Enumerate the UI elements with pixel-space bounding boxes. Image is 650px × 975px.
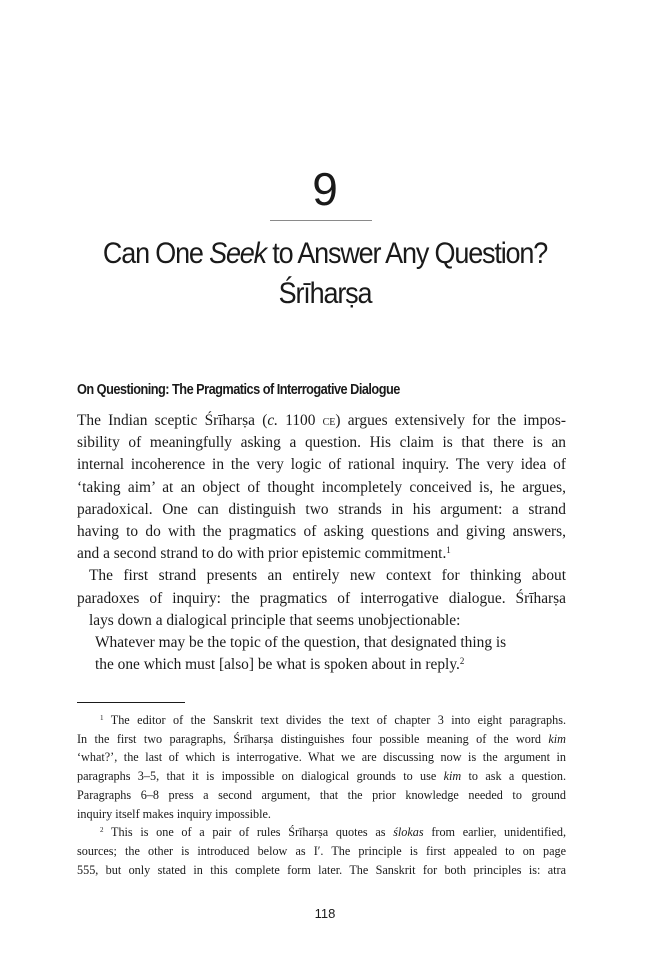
footnote-separator — [77, 702, 185, 703]
footnote-line: Paragraphs 6–8 press a second argument, that the prior knowledge needed to ground — [77, 787, 566, 802]
paragraph-2 — [77, 565, 566, 632]
footnote-line: 555, but only stated in this complete form later. The Sanskrit for both principles is: atra — [77, 862, 566, 877]
title-text-post: to Answer Any Question? — [265, 237, 548, 270]
page-number: 118 — [314, 906, 336, 921]
footnote-line — [77, 823, 566, 842]
quote-line: Whatever may be the topic of the question, that designated thing is — [95, 634, 507, 651]
footnote-2 — [77, 823, 566, 879]
text-run: ) argues extensively for the impos- — [335, 412, 566, 429]
text-run-italic: ślokas — [393, 825, 424, 840]
title-text-emphasis: Seek — [209, 237, 266, 270]
chapter-subtitle: Śrīharṣa — [278, 277, 372, 310]
section-heading: On Questioning: The Pragmatics of Interrogative Dialogue — [77, 382, 400, 398]
chapter-title — [69, 234, 582, 314]
chapter-divider — [270, 220, 372, 221]
footnote-line — [77, 767, 566, 786]
text-run: This is one of a pair of rules Śrīharṣa quotes as — [103, 825, 394, 840]
footnote-1 — [77, 711, 566, 823]
body-line: sibility of meaningfully asking a question. His claim is that there is an — [77, 434, 566, 452]
paragraph-1 — [77, 410, 566, 565]
text-run: In the first two paragraphs, Śrīharṣa distinguishes four possible meaning of the word — [77, 731, 549, 746]
footnote-line: inquiry itself makes inquiry impossible. — [77, 806, 271, 821]
body-line: paradoxical. One can distinguish two strands in his argument: a strand — [77, 500, 566, 518]
quote-line — [95, 654, 565, 676]
text-run-small-caps: ce — [322, 413, 336, 429]
footnote-marker-2: 2 — [100, 826, 104, 835]
block-quote — [95, 632, 565, 676]
footnote-line: sources; the other is introduced below as I′. The principle is first appealed to on page — [77, 843, 566, 858]
text-run: the one which must [also] be what is spoken about in reply. — [95, 656, 460, 674]
text-run: paragraphs 3–5, that it is impossible on dialogical grounds to use — [77, 769, 444, 784]
footnote-line: ‘what?’, the last of which is interrogative. What we are discussing now is the argument in — [77, 750, 566, 765]
footnote-ref-2[interactable]: 2 — [459, 656, 465, 667]
text-run-italic: c. — [267, 412, 279, 429]
chapter-title-line — [69, 234, 582, 274]
footnote-line — [77, 711, 566, 730]
footnotes — [77, 711, 566, 879]
body-line: lays down a dialogical principle that seems unobjectionable: — [89, 611, 461, 629]
body-line: paradoxes of inquiry: the pragmatics of interrogative dialogue. Śrīharṣa — [77, 589, 566, 607]
text-run: and a second strand to do with prior epistemic commitment. — [77, 545, 447, 563]
text-run: to ask a question. — [461, 769, 567, 784]
chapter-number: 9 — [312, 163, 338, 215]
body-line — [77, 543, 566, 565]
text-run: from earlier, unidentified, — [423, 825, 566, 840]
text-run-italic: kim — [548, 731, 566, 746]
body-line: ‘taking aim’ at an object of thought incompletely conceived is, he argues, — [77, 478, 566, 496]
footnote-marker-1: 1 — [100, 714, 104, 723]
footnote-line — [77, 730, 566, 749]
text-run: The editor of the Sanskrit text divides the text of chapter 3 into eight paragraphs. — [103, 713, 566, 727]
footnote-ref-1[interactable]: 1 — [446, 545, 451, 556]
body-line: The first strand presents an entirely new context for thinking about — [89, 567, 566, 585]
text-run: The Indian sceptic Śrīharṣa ( — [77, 412, 268, 429]
text-run-italic: kim — [443, 769, 462, 784]
title-text-pre: Can One — [102, 237, 210, 270]
body-text — [77, 410, 566, 632]
body-line: internal incoherence in the very logic of rational inquiry. The very idea of — [77, 456, 566, 474]
body-line: having to do with the pragmatics of asking questions and giving answers, — [77, 523, 566, 541]
body-line — [77, 410, 566, 432]
text-run: 1100 — [278, 412, 323, 429]
